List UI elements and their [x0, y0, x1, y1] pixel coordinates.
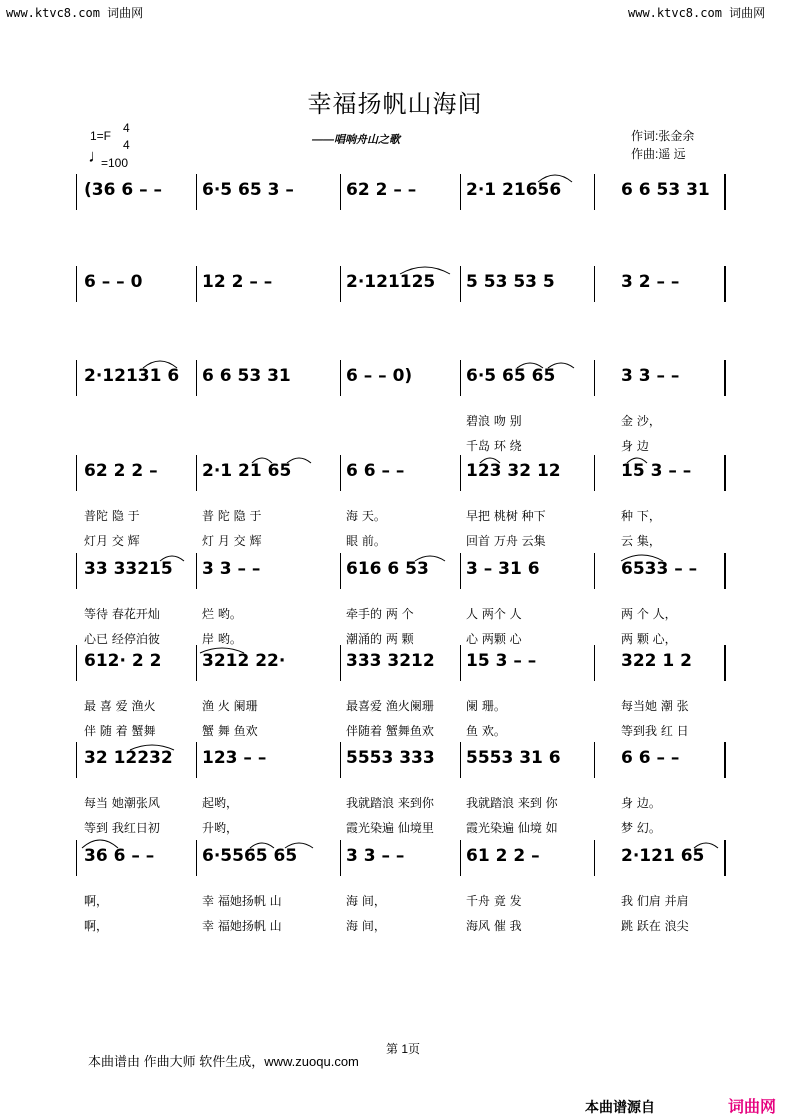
measure-notes: 6 6 53 31 [202, 366, 291, 386]
lyric-verse-1: 我就踏浪 来到 你 [466, 796, 558, 810]
lyric-verse-1: 等待 春花开灿 [84, 607, 160, 621]
measure-notes: 2·121 65 [621, 846, 705, 866]
slur-10 [160, 556, 184, 561]
slur-5 [548, 363, 574, 368]
measure-notes: 5553 333 [346, 748, 435, 768]
measure-notes: 6·5 65 65 [466, 366, 556, 386]
quarter-note-icon: ♩ [88, 146, 106, 166]
lyric-verse-1: 碧浪 吻 别 [466, 414, 522, 428]
slur-11 [415, 556, 445, 561]
lyric-verse-1: 啊， [84, 894, 109, 908]
lyric-verse-2: 霞光染遍 仙境 如 [466, 821, 558, 835]
lyric-verse-2: 霞光染遍 仙境里 [346, 821, 434, 835]
lyric-verse-2: 云 集， [621, 534, 661, 548]
measure-notes: 6 6 53 31 [621, 180, 710, 200]
lyric-verse-1: 起哟， [202, 796, 239, 810]
lyric-verse-2: 升哟， [202, 821, 239, 835]
lyric-verse-2: 蟹 舞 鱼欢 [202, 724, 258, 738]
slur-14 [130, 745, 174, 750]
measure-notes: 6 6 – – [346, 461, 405, 481]
lyric-verse-2: 等到我 红 日 [621, 724, 689, 738]
slur-6 [252, 458, 272, 463]
lyric-verse-2: 潮涌的 两 颗 [346, 632, 414, 646]
slur-3 [143, 361, 177, 368]
lyric-verse-2: 等到 我红日初 [84, 821, 160, 835]
slur-9 [627, 458, 647, 463]
song-subtitle: ——唱响舟山之歌 [312, 134, 400, 146]
measure-notes: 6533 – – [621, 559, 698, 579]
lyric-verse-1: 最喜爱 渔火阑珊 [346, 699, 434, 713]
song-title: 幸福扬帆山海间 [307, 90, 483, 118]
slur-18 [694, 843, 718, 848]
generator-credit: 本曲谱由 作曲大师 软件生成，www.zuoqu.com [88, 1054, 359, 1069]
lyric-verse-1: 阑 珊。 [466, 699, 506, 713]
slur-8 [480, 458, 500, 463]
slur-17 [285, 843, 313, 848]
lyric-verse-2: 伴随着 蟹舞鱼欢 [346, 724, 434, 738]
time-signature-numerator: 4 [123, 121, 130, 135]
lyric-verse-2: 跳 跃在 浪尖 [621, 919, 689, 933]
lyric-verse-1: 牵手的 两 个 [346, 607, 414, 621]
lyric-verse-2: 回首 万舟 云集 [466, 534, 546, 548]
slur-1 [538, 175, 572, 182]
measure-notes: 6 – – 0) [346, 366, 413, 386]
lyric-verse-1: 普 陀 隐 于 [202, 509, 262, 523]
lyric-verse-1: 两 个 人， [621, 607, 677, 621]
lyric-verse-2: 岸 哟。 [202, 632, 242, 646]
lyricist-credit: 作词:张金余 [631, 129, 695, 143]
measure-notes: 3 3 – – [202, 559, 261, 579]
measure-notes: 5 53 53 5 [466, 272, 555, 292]
lyric-verse-2: 眼 前。 [346, 534, 386, 548]
measure-notes: 33 33215 [84, 559, 173, 579]
site-logo: 词曲网 [728, 1099, 777, 1116]
site-watermark-right: www.ktvc8.com 词曲网 [628, 6, 766, 20]
lyric-verse-2: 伴 随 着 蟹舞 [84, 724, 156, 738]
lyric-verse-1: 每当 她潮张风 [84, 796, 160, 810]
lyric-verse-1: 千舟 竟 发 [466, 894, 522, 908]
slur-16 [250, 843, 274, 848]
lyric-verse-2: 梦 幻。 [621, 821, 661, 835]
measure-notes: 3 2 – – [621, 272, 680, 292]
measure-notes: 2·1 21 65 [202, 461, 292, 481]
measure-notes: 2·1 21656 [466, 180, 562, 200]
measure-notes: 6 – – 0 [84, 272, 143, 292]
lyric-verse-2: 海 间， [346, 919, 386, 933]
measure-notes: 3212 22· [202, 651, 286, 671]
slur-15 [82, 840, 118, 848]
measure-notes: 333 3212 [346, 651, 435, 671]
lyric-verse-2: 啊， [84, 919, 109, 933]
lyric-verse-1: 早把 桃树 种下 [466, 509, 546, 523]
slur-4 [517, 363, 543, 368]
measure-notes: 616 6 53 [346, 559, 429, 579]
measure-notes: 6 6 – – [621, 748, 680, 768]
measure-notes: 12 2 – – [202, 272, 273, 292]
slur-7 [287, 458, 311, 463]
measure-notes: 15 3 – – [466, 651, 537, 671]
lyric-verse-1: 渔 火 阑珊 [202, 699, 258, 713]
measure-notes: 3 3 – – [621, 366, 680, 386]
lyric-verse-2: 幸 福她扬帆 山 [202, 919, 282, 933]
lyric-verse-1: 身 边。 [621, 796, 661, 810]
measure-notes: 322 1 2 [621, 651, 692, 671]
measure-notes: 62 2 – – [346, 180, 417, 200]
lyric-verse-1: 烂 哟。 [202, 607, 242, 621]
source-label: 本曲谱源自 [585, 1099, 655, 1115]
measure-notes: 36 6 – – [84, 846, 155, 866]
lyric-verse-2: 灯 月 交 辉 [202, 534, 262, 548]
lyric-verse-1: 幸 福她扬帆 山 [202, 894, 282, 908]
time-signature-denominator: 4 [123, 138, 130, 152]
composer-credit: 作曲:遥 远 [631, 147, 686, 161]
measure-notes: 2·121125 [346, 272, 436, 292]
lyric-verse-1: 最 喜 爱 渔火 [84, 699, 156, 713]
lyric-verse-1: 海 天。 [346, 509, 386, 523]
measure-notes: 612· 2 2 [84, 651, 162, 671]
measure-notes: 123 – – [202, 748, 267, 768]
lyric-verse-1: 人 两个 人 [466, 607, 522, 621]
lyric-verse-1: 普陀 隐 于 [84, 509, 140, 523]
key-signature: 1=F [90, 129, 112, 143]
lyric-verse-2: 海风 催 我 [466, 919, 522, 933]
lyric-verse-2: 两 颗 心， [621, 632, 677, 646]
tempo-mark: =100 [101, 156, 129, 170]
lyric-verse-1: 种 下， [621, 509, 661, 523]
slur-13 [200, 648, 244, 653]
slur-12 [621, 555, 663, 561]
measure-notes: 62 2 2 – [84, 461, 158, 481]
site-watermark-left: www.ktvc8.com 词曲网 [6, 6, 144, 20]
lyric-verse-1: 我 们肩 并肩 [621, 894, 689, 908]
slur-2 [400, 267, 450, 274]
measure-notes: 123 32 12 [466, 461, 561, 481]
lyric-verse-1: 金 沙， [621, 414, 661, 428]
lyric-verse-1: 海 间， [346, 894, 386, 908]
measure-notes: (36 6 – – [84, 180, 163, 200]
measure-notes: 5553 31 6 [466, 748, 561, 768]
lyric-verse-1: 每当她 潮 张 [621, 699, 689, 713]
measure-notes: 32 12232 [84, 748, 173, 768]
measure-notes: 6·5565 65 [202, 846, 298, 866]
measure-notes: 3 3 – – [346, 846, 405, 866]
measure-notes: 15 3 – – [621, 461, 692, 481]
lyric-verse-2: 鱼 欢。 [466, 724, 506, 738]
measure-notes: 2·12131 6 [84, 366, 180, 386]
measure-notes: 6·5 65 3 – [202, 180, 294, 200]
measure-notes: 61 2 2 – [466, 846, 540, 866]
lyric-verse-2: 心已 经停泊彼 [84, 632, 160, 646]
lyric-verse-2: 身 边 [621, 439, 649, 453]
lyric-verse-2: 千岛 环 绕 [466, 439, 522, 453]
measure-notes: 3 – 31 6 [466, 559, 540, 579]
lyric-verse-2: 心 两颗 心 [466, 632, 522, 646]
page-number: 第 1页 [386, 1042, 421, 1056]
lyric-verse-2: 灯月 交 辉 [84, 534, 140, 548]
lyric-verse-1: 我就踏浪 来到你 [346, 796, 434, 810]
